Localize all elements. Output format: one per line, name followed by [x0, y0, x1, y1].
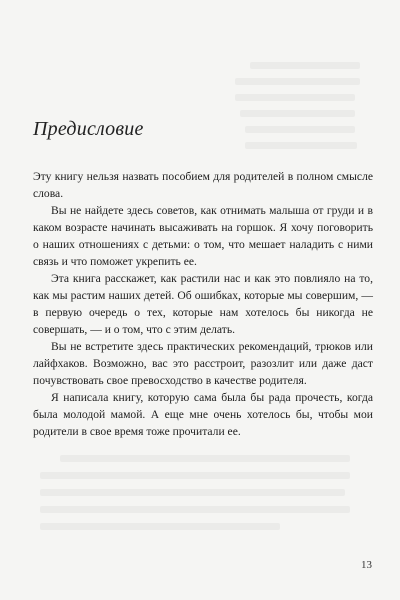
paragraph: Вы не встретите здесь практических рекомендаций, трюков или лайфхаков. Возможно, вас это расстроит, разозлит или даже даст почувствовать свое превосходство в качестве родителя. — [33, 340, 373, 387]
show-through-line — [40, 523, 280, 530]
paragraph: Вы не найдете здесь советов, как отнимать малыша от груди и в каком возрасте начинать высаживать на горшок. Я хочу поговорить о наших отношениях с детьми: о том, что мешает наладить с ними связь и что поможет укрепить ее. — [33, 204, 373, 268]
show-through-line — [245, 126, 355, 133]
show-through-line — [235, 94, 355, 101]
show-through-line — [245, 142, 357, 149]
show-through-line — [40, 489, 345, 496]
paragraph: Я написала книгу, которую сама была бы рада прочесть, когда была молодой мамой. А еще мне очень хотелось бы, чтобы мои родители в свое время тоже прочитали ее. — [33, 391, 373, 438]
chapter-heading: Предисловие — [33, 118, 144, 140]
show-through-line — [60, 455, 350, 462]
show-through-line — [235, 78, 360, 85]
body-text — [33, 168, 373, 440]
show-through-line — [40, 506, 350, 513]
show-through-line — [40, 472, 350, 479]
paragraph: Эту книгу нельзя назвать пособием для родителей в полном смысле слова. — [33, 170, 373, 200]
show-through-line — [250, 62, 360, 69]
page-number: 13 — [361, 559, 372, 571]
show-through-line — [240, 110, 355, 117]
paragraph: Эта книга расскажет, как растили нас и как это повлияло на то, как мы растим наших детей. Об ошибках, которые мы совершим, — в первую очередь о тех, которые нам хотелось бы никогда не совершать, — и о том, что с этим делать. — [33, 272, 373, 336]
